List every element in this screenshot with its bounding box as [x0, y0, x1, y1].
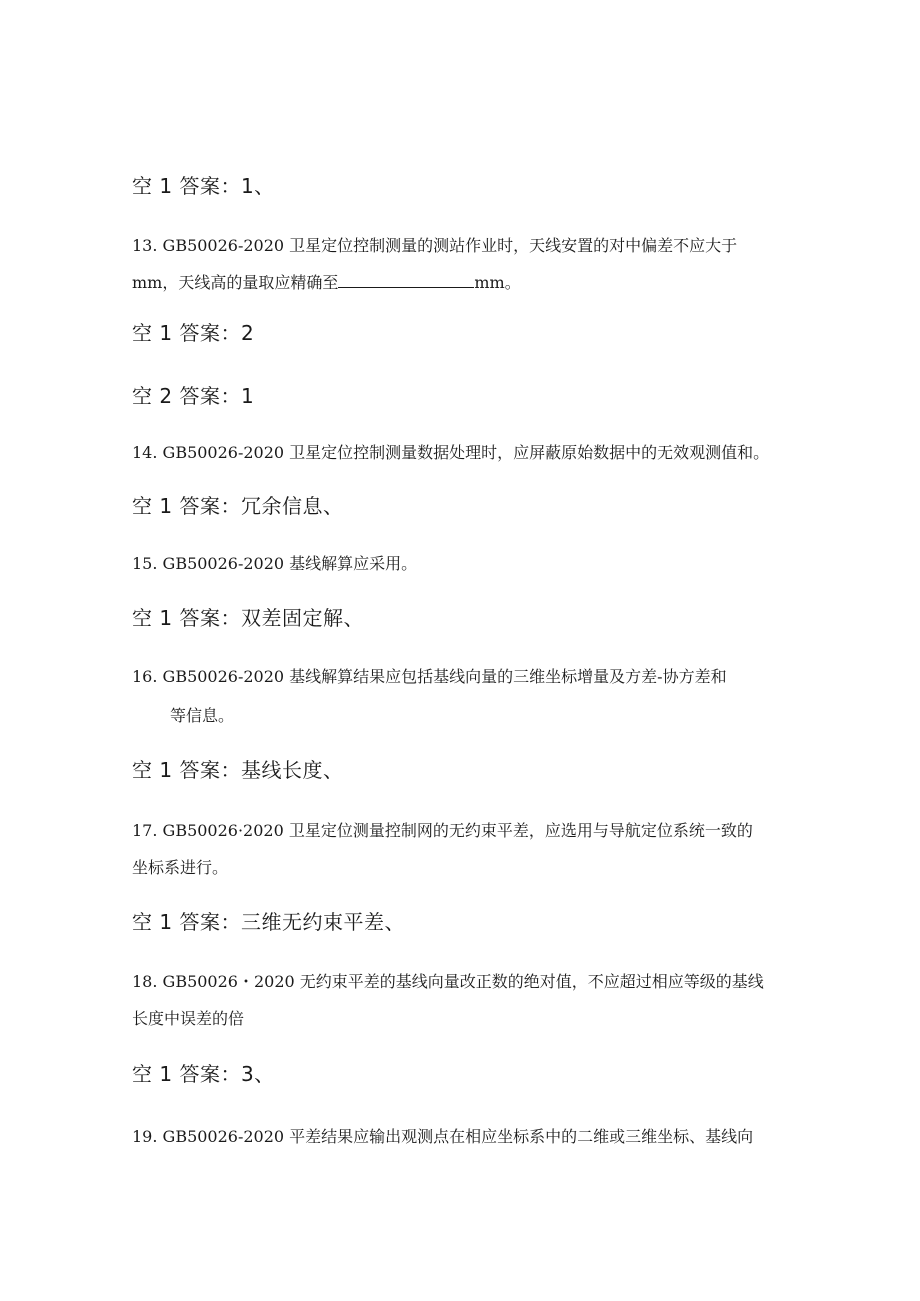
answer-line: 空 1 答案：1、 [132, 174, 275, 198]
answer-line: 空 1 答案：3、 [132, 1062, 275, 1086]
answer-blank [338, 273, 474, 288]
answer-line: 空 2 答案：1 [132, 384, 255, 408]
question-13-text-b: mm。 [474, 273, 521, 292]
question-17-line-1: 17. GB50026·2020 卫星定位测量控制网的无约束平差，应选用与导航定位系统一致的 [132, 821, 753, 840]
question-13-line-1: 13. GB50026-2020 卫星定位控制测量的测站作业时，天线安置的对中偏差不应大于 [132, 236, 738, 255]
question-16-line-2: 等信息。 [170, 706, 235, 725]
question-18-line-1: 18. GB50026・2020 无约束平差的基线向量改正数的绝对值，不应超过相应等级的基线 [132, 972, 764, 991]
question-13-text-a: mm，天线高的量取应精确至 [132, 273, 339, 292]
question-18-line-2: 长度中误差的倍 [132, 1009, 245, 1028]
question-16-line-1: 16. GB50026-2020 基线解算结果应包括基线向量的三维坐标增量及方差-协方差和 [132, 667, 727, 686]
question-13-line-2 [132, 270, 521, 293]
answer-line: 空 1 答案：冗余信息、 [132, 494, 344, 518]
answer-line: 空 1 答案：三维无约束平差、 [132, 910, 405, 934]
question-19-line-1: 19. GB50026-2020 平差结果应输出观测点在相应坐标系中的二维或三维坐标、基线向 [132, 1127, 754, 1146]
answer-line: 空 1 答案：双差固定解、 [132, 606, 364, 630]
question-17-line-2: 坐标系进行。 [132, 858, 229, 877]
question-15-line-1: 15. GB50026-2020 基线解算应采用。 [132, 554, 418, 573]
answer-line: 空 1 答案：基线长度、 [132, 758, 344, 782]
answer-line: 空 1 答案：2 [132, 321, 255, 345]
question-14-line-1: 14. GB50026-2020 卫星定位控制测量数据处理时，应屏蔽原始数据中的无效观测值和。 [132, 443, 770, 462]
